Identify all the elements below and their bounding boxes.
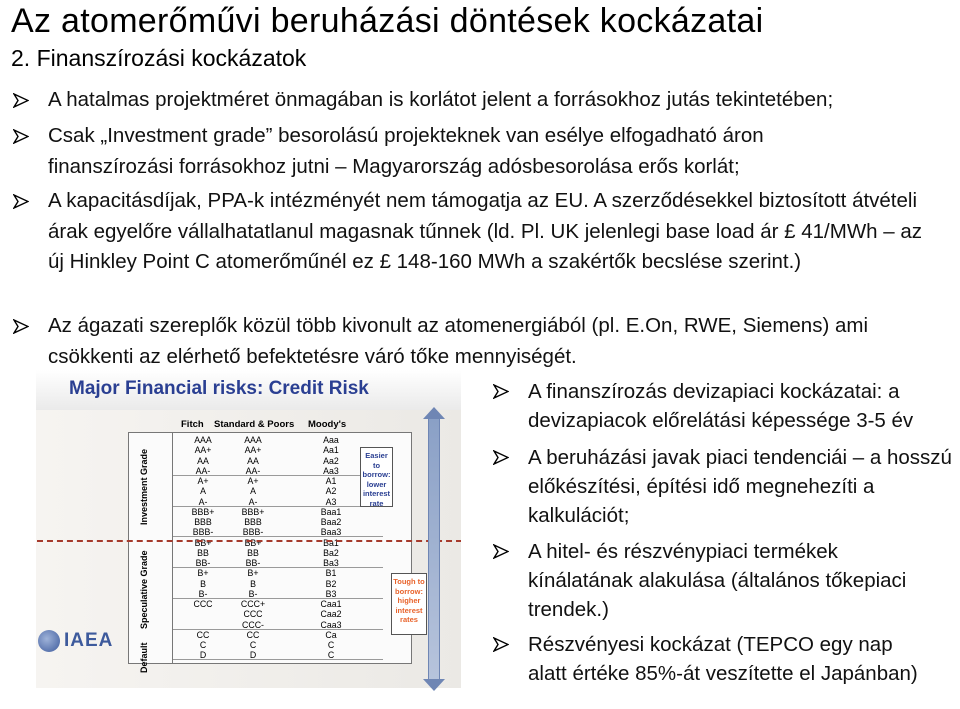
side-bullet-1 (528, 377, 948, 435)
rating-row (173, 558, 383, 568)
sp-rating: CCC (243, 609, 263, 620)
fitch-rating: B (200, 578, 206, 589)
sp-rating: D (249, 650, 257, 661)
moodys-rating: Baa1 (320, 506, 342, 517)
moodys-rating: B3 (325, 588, 337, 599)
arrow-bullet-icon (493, 637, 509, 652)
sp-rating: C (249, 640, 257, 650)
rating-row (173, 456, 383, 466)
figure-title: Major Financial risks: Credit Risk (69, 378, 369, 399)
slide-title: Az atomerőművi beruházási döntések kockázatai (11, 2, 764, 40)
moodys-rating: B1 (325, 568, 337, 579)
arrow-bullet-icon (13, 93, 29, 108)
sp-rating: AA- (245, 465, 261, 476)
sp-rating: A (250, 486, 256, 497)
moodys-rating: Ba1 (323, 537, 339, 548)
rating-row (173, 630, 383, 640)
rating-row (173, 609, 383, 619)
bullet-text: A beruházási javak piaci tendenciái – a hosszú előkészítési, építési idő megnehezíti a kalkulációt; (528, 446, 952, 527)
moodys-rating: Caa1 (320, 599, 342, 609)
bullet-1 (48, 85, 948, 116)
rating-row (173, 497, 383, 507)
sp-rating: CCC- (242, 619, 264, 630)
sp-rating: BBB+ (241, 506, 265, 517)
rating-row (173, 579, 383, 589)
rating-row (173, 527, 383, 537)
figure-header (36, 370, 461, 410)
fitch-rating: B- (198, 588, 208, 599)
sp-rating: AAA (244, 435, 262, 445)
grade-labels (129, 433, 173, 673)
rating-row (173, 568, 383, 578)
fitch-rating: AA- (195, 465, 211, 476)
fitch-rating: BB (197, 547, 209, 558)
rating-row (173, 650, 383, 660)
moodys-rating: Aaa (323, 435, 339, 445)
credit-risk-figure (36, 370, 461, 688)
bullet-3 (48, 186, 938, 278)
bullet-4 (48, 311, 938, 372)
moodys-rating: A1 (325, 476, 337, 486)
sp-rating: BB- (245, 558, 261, 568)
tough-to-borrow-note: Tough to borrow: higher interest rates (391, 573, 427, 635)
fitch-rating: BBB- (192, 527, 214, 538)
moodys-rating: Aa2 (323, 455, 339, 466)
moodys-rating: C (327, 650, 335, 661)
bullet-text: Az ágazati szereplők közül több kivonult az atomenergiából (pl. E.On, RWE, Siemens) ami csökkenti az elérhető befektetésre váró tőke mennyiségét. (48, 314, 868, 368)
moodys-rating: Baa3 (320, 527, 342, 538)
sp-rating: BBB- (242, 527, 264, 538)
fitch-rating: BBB (194, 517, 212, 527)
fitch-rating: BB- (195, 558, 211, 568)
moodys-rating: Aa3 (323, 465, 339, 476)
arrow-bullet-icon (13, 194, 29, 209)
moodys-rating: Ba2 (323, 547, 339, 558)
sp-rating: A+ (247, 476, 259, 486)
moodys-rating: Aa1 (323, 445, 339, 456)
bullet-text: Csak „Investment grade” besorolású projekteknek van esélye elfogadható áron finanszírozási forrásokhoz jutni – Magyarország adósbesorolása erős korlát; (48, 124, 764, 178)
sp-rating: AA+ (244, 445, 262, 456)
fitch-rating: A (200, 486, 206, 497)
fitch-rating: B+ (197, 568, 209, 579)
investment-threshold-line (37, 540, 461, 542)
sp-rating: B+ (247, 568, 259, 579)
fitch-rating: AAA (194, 435, 212, 445)
default-label: Default (139, 642, 149, 673)
fitch-rating: AA+ (194, 445, 212, 456)
moodys-rating: Caa3 (320, 619, 342, 630)
side-bullet-3 (528, 537, 938, 624)
rating-row (173, 466, 383, 476)
sp-rating: CC (246, 629, 260, 640)
investment-grade-label: Investment Grade (139, 448, 149, 525)
bullet-2 (48, 121, 838, 182)
column-header-fitch: Fitch (181, 419, 204, 430)
rating-row (173, 476, 383, 486)
rating-row (173, 620, 383, 630)
moodys-rating: A3 (325, 496, 337, 507)
moodys-rating: Ba3 (323, 558, 339, 568)
sp-rating: BBB (244, 517, 262, 527)
moodys-rating: Caa2 (320, 609, 342, 620)
bullet-text: A hatalmas projektméret önmagában is korlátot jelent a forrásokhoz jutás tekintetében; (48, 88, 834, 111)
iaea-logo-text: IAEA (64, 630, 114, 651)
rating-row (173, 435, 383, 445)
slide-subtitle: 2. Finanszírozási kockázatok (11, 45, 307, 71)
sp-rating: AA (247, 455, 259, 466)
fitch-rating: BBB+ (191, 506, 215, 517)
arrow-bullet-icon (13, 129, 29, 144)
rating-row (173, 445, 383, 455)
bullet-text: A finanszírozás devizapiaci kockázatai: a devizapiacok előrelátási képessége 3-5 év (528, 380, 914, 432)
moodys-rating: B2 (325, 578, 337, 589)
rating-row (173, 486, 383, 496)
sp-rating: CCC+ (240, 599, 266, 609)
rating-row (173, 589, 383, 599)
easier-to-borrow-note: Easier to borrow: lower interest rate (360, 447, 393, 507)
side-bullet-4 (528, 630, 928, 688)
sp-rating: BB+ (244, 537, 262, 548)
speculative-grade-label: Speculative Grade (139, 550, 149, 629)
sp-rating: B- (248, 588, 258, 599)
arrow-bullet-icon (493, 384, 509, 399)
rating-row (173, 599, 383, 609)
rating-row (173, 548, 383, 558)
rating-row (173, 507, 383, 517)
fitch-rating: A- (198, 496, 208, 507)
fitch-rating: AA (197, 455, 209, 466)
bullet-text: A hitel- és részvénypiaci termékek kínálatának alakulása (általános tőkepiaci trendek.) (528, 540, 907, 621)
column-header-moodys: Moody's (308, 419, 347, 430)
moodys-rating: Ca (325, 629, 337, 640)
fitch-rating: BB+ (194, 537, 212, 548)
moodys-rating: Baa2 (320, 517, 342, 527)
moodys-rating: A2 (325, 486, 337, 497)
sp-rating: BB (247, 547, 259, 558)
fitch-rating: A+ (197, 476, 209, 486)
bullet-text: A kapacitásdíjak, PPA-k intézményét nem támogatja az EU. A szerződésekkel biztosított átvételi árak egyelőre vállalhatatlanul magasnak tűnnek (ld. Pl. UK jelenlegi base load ár £ 41/MWh – az új Hinkley Point C atomerőműnél ez £ 148-160 MWh a szakértők becslése szerint.) (48, 189, 923, 273)
fitch-rating: C (199, 640, 207, 650)
rating-row (173, 517, 383, 527)
fitch-rating: CC (196, 629, 210, 640)
arrow-bullet-icon (493, 450, 509, 465)
double-arrow-icon (428, 418, 440, 680)
sp-rating: A- (248, 496, 258, 507)
fitch-rating: CCC (193, 599, 213, 609)
arrow-bullet-icon (493, 544, 509, 559)
fitch-rating: D (199, 650, 207, 661)
side-bullet-2 (528, 443, 953, 530)
column-header-sp: Standard & Poors (214, 419, 295, 430)
iaea-logo (38, 628, 122, 652)
bullet-text: Részvényesi kockázat (TEPCO egy nap alatt értéke 85%-át veszítette el Japánban) (528, 633, 918, 685)
arrow-bullet-icon (13, 319, 29, 334)
moodys-rating: C (327, 640, 335, 650)
iaea-globe-icon (38, 630, 60, 652)
sp-rating: B (250, 578, 256, 589)
rating-row (173, 640, 383, 650)
